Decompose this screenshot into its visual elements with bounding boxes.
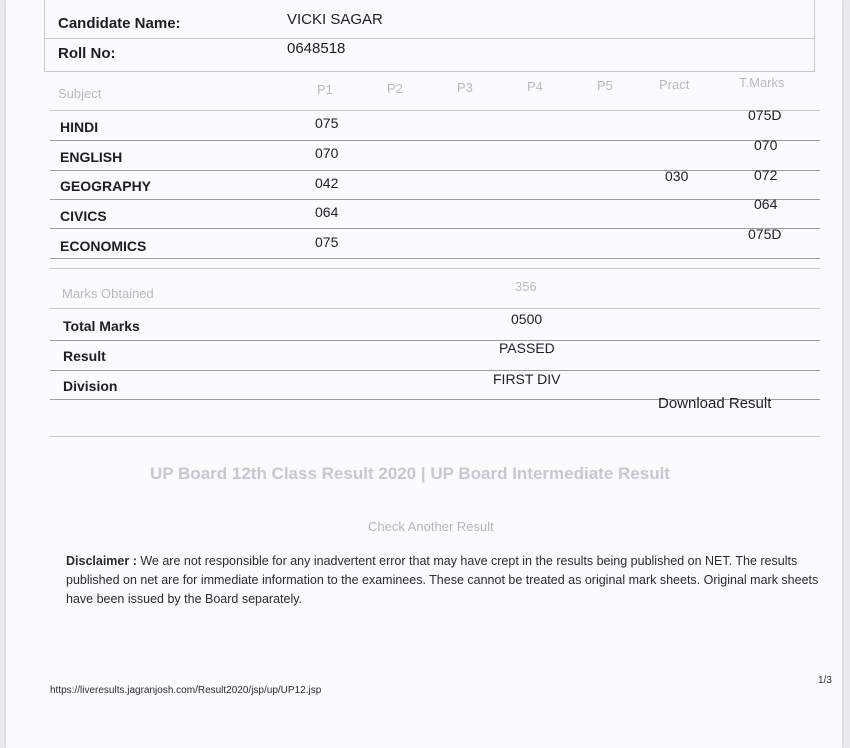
summary-divider — [50, 340, 820, 341]
marks-obtained-label: Marks Obtained — [62, 286, 154, 301]
roll-no-label: Roll No: — [58, 45, 116, 62]
summary-divider — [50, 370, 820, 371]
marks-obtained-value: 356 — [515, 279, 537, 294]
subject-total: 072 — [754, 167, 778, 183]
row-divider — [50, 258, 820, 259]
result-printout — [6, 0, 842, 748]
summary-bottom-divider — [50, 436, 820, 437]
col-header-p3: P3 — [457, 80, 473, 95]
subject-p1: 075 — [315, 115, 339, 131]
footer-url: https://liveresults.jagranjosh.com/Result2020/jsp/up/UP12.jsp — [50, 685, 322, 696]
candidate-box-right-border — [814, 0, 815, 72]
disclaimer-label: Disclaimer : — [66, 554, 137, 568]
division-value: FIRST DIV — [493, 371, 561, 387]
subject-name: ECONOMICS — [60, 238, 147, 254]
candidate-row-divider — [44, 38, 814, 39]
total-marks-value: 0500 — [511, 311, 543, 327]
result-label: Result — [63, 348, 106, 364]
subject-p1: 042 — [315, 175, 339, 191]
disclaimer-text: We are not responsible for any inadvertent error that may have crept in the results being published on NET. The results published on net are for immediate information to the examinees. These cannot be treated as original mark sheets. Original mark sheets have been issued by the Board separately. — [66, 554, 819, 606]
subject-p1: 075 — [315, 234, 339, 250]
candidate-name-label: Candidate Name: — [58, 15, 181, 32]
page-title: UP Board 12th Class Result 2020 | UP Board Intermediate Result — [150, 464, 670, 483]
col-header-subject: Subject — [58, 86, 102, 101]
roll-no-value: 0648518 — [287, 40, 346, 57]
download-result-button[interactable]: Download Result — [658, 395, 772, 412]
row-divider — [50, 170, 820, 171]
col-header-p5: P5 — [597, 78, 613, 93]
candidate-box-left-border — [44, 0, 45, 72]
subject-total: 075D — [748, 226, 782, 242]
row-divider — [50, 199, 820, 200]
subject-name: ENGLISH — [60, 149, 123, 165]
row-divider — [50, 140, 820, 141]
subject-total: 070 — [754, 137, 778, 153]
subject-pract: 030 — [665, 168, 689, 184]
subject-total: 064 — [754, 196, 778, 212]
col-header-total-marks: T.Marks — [739, 75, 785, 90]
col-header-pract: Pract — [659, 77, 690, 92]
candidate-name-value: VICKI SAGAR — [287, 11, 383, 28]
col-header-p4: P4 — [527, 79, 543, 94]
subject-name: HINDI — [60, 119, 99, 135]
row-divider — [50, 228, 820, 229]
subject-name: GEOGRAPHY — [60, 178, 152, 194]
disclaimer — [66, 552, 826, 609]
division-label: Division — [63, 378, 118, 394]
subject-total: 075D — [748, 107, 782, 123]
table-header-divider — [50, 110, 820, 111]
col-header-p1: P1 — [317, 82, 333, 97]
summary-divider — [50, 308, 820, 309]
total-marks-label: Total Marks — [63, 318, 140, 334]
candidate-box-bottom — [44, 71, 814, 72]
col-header-p2: P2 — [387, 81, 403, 96]
subject-name: CIVICS — [60, 208, 107, 224]
check-another-result-link[interactable]: Check Another Result — [368, 519, 494, 534]
result-value: PASSED — [499, 340, 555, 356]
table-bottom-divider — [50, 268, 820, 269]
footer-page-number: 1/3 — [818, 675, 832, 686]
subject-p1: 064 — [315, 204, 339, 220]
subject-p1: 070 — [315, 145, 339, 161]
